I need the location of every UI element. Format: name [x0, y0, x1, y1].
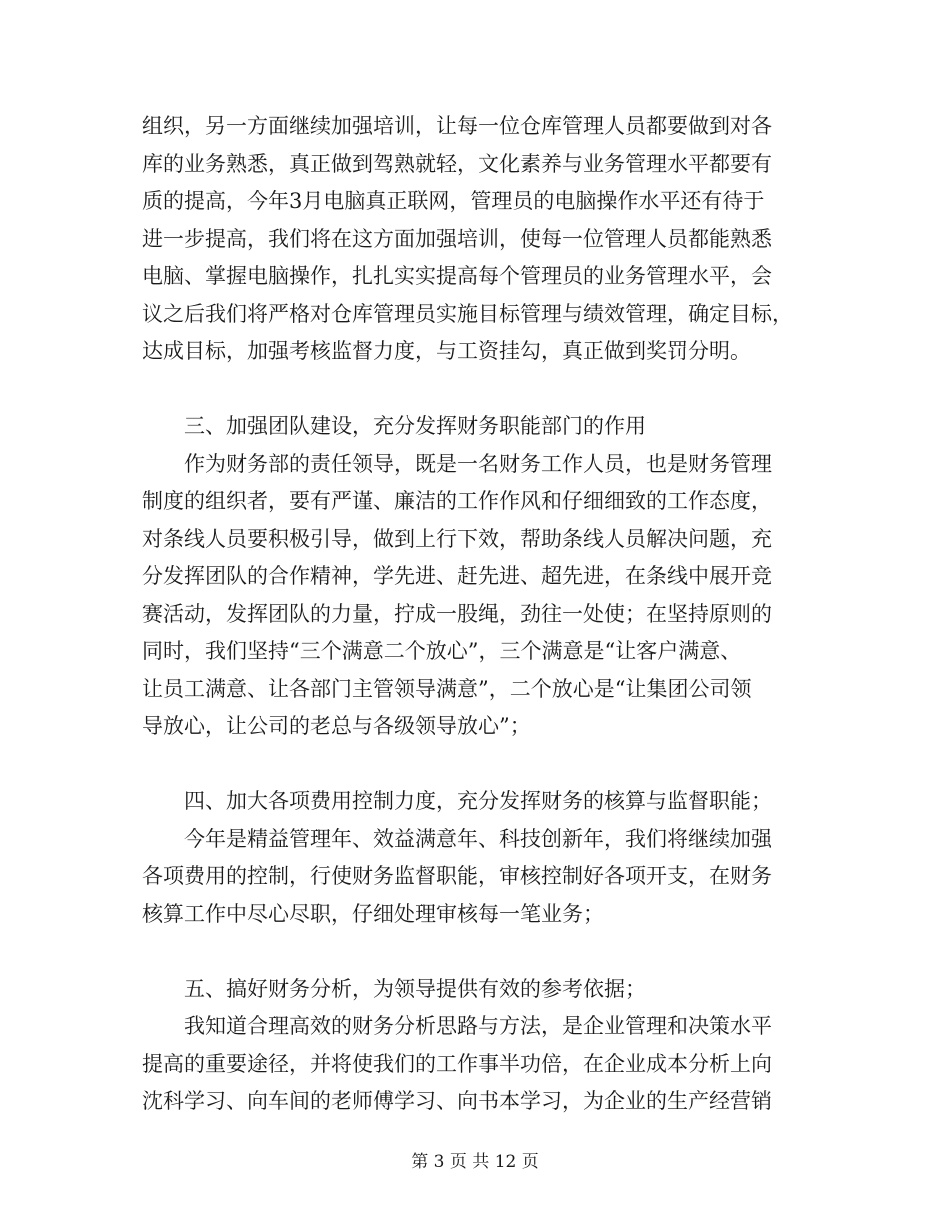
body-line: 作为财务部的责任领导，既是一名财务工作人员，也是财务管理: [142, 451, 772, 476]
body-line: 提高的重要途径，并将使我们的工作事半功倍，在企业成本分析上向: [142, 1051, 772, 1076]
body-line: 各项费用的控制，行使财务监督职能，审核控制好各项开支，在财务: [142, 864, 772, 888]
body-line: 组织，另一方面继续加强培训，让每一位仓库管理人员都要做到对各: [142, 114, 772, 138]
section-heading: 三、加强团队建设，充分发挥财务职能部门的作用: [142, 414, 646, 438]
body-line: 议之后我们将严格对仓库管理员实施目标管理与绩效管理，确定目标，: [142, 301, 793, 326]
section-heading: 四、加大各项费用控制力度，充分发挥财务的核算与监督职能；: [142, 789, 772, 813]
paragraph-gap: [142, 933, 810, 971]
body-line: 制度的组织者，要有严谨、廉洁的工作作风和仔细细致的工作态度，: [142, 489, 772, 513]
body-line: 让员工满意、让各部门主管领导满意”，二个放心是“让集团公司领: [142, 676, 752, 701]
paragraph-gap: [142, 746, 810, 784]
body-line: 同时，我们坚持“三个满意二个放心”，三个满意是“让客户满意、: [142, 639, 742, 663]
body-line: 进一步提高，我们将在这方面加强培训，使每一位管理人员都能熟悉: [142, 226, 772, 251]
body-line: 沈科学习、向车间的老师傅学习、向书本学习，为企业的生产经营销: [142, 1089, 772, 1113]
document-body: [142, 108, 810, 1121]
body-line: 库的业务熟悉，真正做到驾熟就轻，文化素养与业务管理水平都要有: [142, 151, 772, 176]
section-heading: 五、搞好财务分析，为领导提供有效的参考依据；: [142, 976, 646, 1001]
body-line: 达成目标，加强考核监督力度，与工资挂勾，真正做到奖罚分明。: [142, 339, 751, 363]
page-number-footer: 第 3 页 共 12 页: [411, 1152, 539, 1172]
paragraph-gap: [142, 371, 810, 409]
body-line: 赛活动，发挥团队的力量，拧成一股绳，劲往一处使；在坚持原则的: [142, 601, 772, 626]
body-line: 导放心，让公司的老总与各级领导放心”；: [142, 714, 531, 738]
body-line: 质的提高，今年3月电脑真正联网，管理员的电脑操作水平还有待于: [142, 189, 765, 213]
body-line: 分发挥团队的合作精神，学先进、赶先进、超先进，在条线中展开竞: [142, 564, 772, 588]
body-line: 对条线人员要积极引导，做到上行下效，帮助条线人员解决问题，充: [142, 526, 772, 551]
body-line: 电脑、掌握电脑操作，扎扎实实提高每个管理员的业务管理水平，会: [142, 264, 772, 288]
body-line: 我知道合理高效的财务分析思路与方法，是企业管理和决策水平: [142, 1014, 772, 1038]
body-line: 今年是精益管理年、效益满意年、科技创新年，我们将继续加强: [142, 826, 772, 851]
body-line: 核算工作中尽心尽职，仔细处理审核每一笔业务；: [142, 901, 604, 926]
